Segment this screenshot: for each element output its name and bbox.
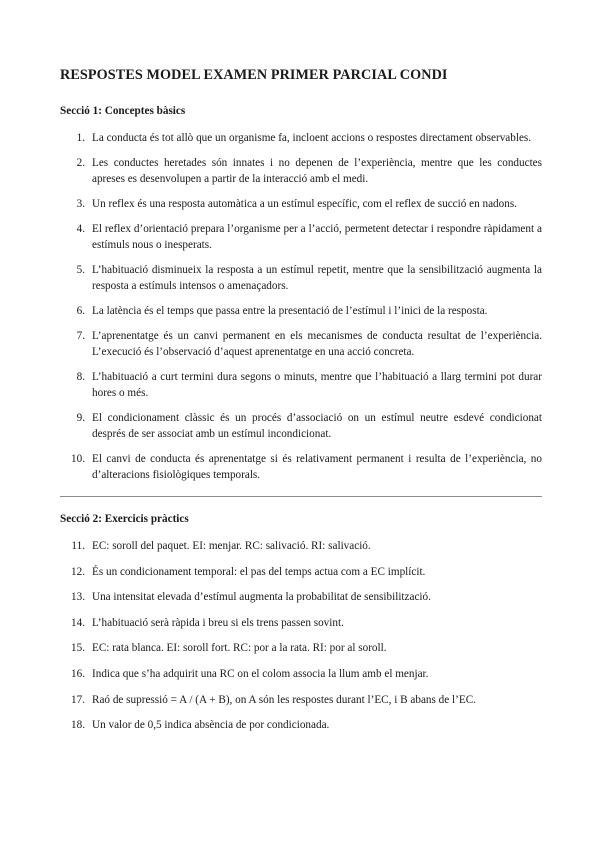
- item-number: 6.: [76, 305, 85, 317]
- item-number: 17.: [71, 693, 85, 706]
- list-item: [60, 410, 542, 442]
- item-text: L’habituació disminueix la resposta a un estímul repetit, mentre que la sensibilització augmenta la resposta a estímuls intensos o amenaçadors.: [92, 264, 542, 292]
- item-number: 14.: [71, 616, 85, 629]
- item-number: 4.: [76, 223, 85, 235]
- list-item: [60, 564, 542, 580]
- item-text: El reflex d’orientació prepara l’organisme per a l’acció, permetent detectar i respondre ràpidament a estímuls nous o inesperats.: [92, 223, 542, 251]
- item-number: 18.: [71, 719, 85, 732]
- item-number: 11.: [71, 540, 85, 552]
- list-item: [60, 369, 542, 401]
- item-text: EC: rata blanca. EI: soroll fort. RC: por a la rata. RI: por al soroll.: [92, 642, 387, 655]
- list-item: [60, 196, 542, 212]
- item-text: Indica que s’ha adquirit una RC on el colom associa la llum amb el menjar.: [92, 667, 429, 680]
- section-divider: [60, 496, 542, 497]
- list-item: [60, 328, 542, 360]
- item-number: 1.: [76, 132, 85, 144]
- item-number: 9.: [76, 412, 85, 424]
- item-text: EC: soroll del paquet. EI: menjar. RC: salivació. RI: salivació.: [92, 540, 371, 552]
- item-text: El canvi de conducta és aprenentatge si és relativament permanent i resulta de l’experiència, no d’alteracions fisiològiques temporals.: [92, 453, 542, 481]
- list-item: [60, 130, 542, 146]
- list-item: [60, 717, 542, 733]
- list-item: [60, 451, 542, 483]
- item-number: 5.: [76, 264, 85, 276]
- item-text: Un valor de 0,5 indica absència de por condicionada.: [92, 719, 330, 732]
- item-text: Les conductes heretades són innates i no depenen de l’experiència, mentre que les conductes apreses es desenvolupen a partir de la interacció amb el medi.: [92, 157, 542, 185]
- item-text: La latència és el temps que passa entre la presentació de l’estímul i l’inici de la resposta.: [92, 305, 488, 317]
- list-item: [60, 262, 542, 294]
- item-text: Una intensitat elevada d’estímul augmenta la probabilitat de sensibilització.: [92, 591, 431, 604]
- item-text: Raó de supressió = A / (A + B), on A són les respostes durant l’EC, i B abans de l’EC.: [92, 693, 476, 706]
- item-text: L’aprenentatge és un canvi permanent en els mecanismes de conducta resultat de l’experiència. L’execució és l’observació d’aquest aprenentatge en una acció concreta.: [92, 330, 542, 358]
- section-1-title: Secció 1: Conceptes bàsics: [60, 105, 186, 117]
- list-item: [60, 666, 542, 682]
- item-number: 2.: [76, 157, 85, 169]
- list-item: [60, 640, 542, 656]
- list-item: [60, 589, 542, 605]
- list-item: [60, 692, 542, 708]
- item-number: 10.: [71, 453, 85, 465]
- item-text: La conducta és tot allò que un organisme fa, incloent accions o respostes directament observables.: [92, 132, 532, 144]
- item-number: 8.: [76, 371, 85, 383]
- list-item: [60, 155, 542, 187]
- list-item: [60, 221, 542, 253]
- item-text: El condicionament clàssic és un procés d’associació on un estímul neutre esdevé condicionat després de ser associat amb un estímul incondicionat.: [92, 412, 542, 440]
- item-number: 7.: [76, 330, 85, 342]
- item-number: 3.: [76, 198, 85, 210]
- item-text: L’habituació a curt termini dura segons o minuts, mentre que l’habituació a llarg termini pot durar hores o més.: [92, 371, 542, 399]
- item-text: L’habituació serà ràpida i breu si els trens passen sovint.: [92, 616, 344, 629]
- item-number: 13.: [71, 591, 85, 604]
- item-text: Un reflex és una resposta automàtica a un estímul específic, com el reflex de succió en nadons.: [92, 198, 517, 210]
- section-2-title: Secció 2: Exercicis pràctics: [60, 513, 189, 525]
- list-item: [60, 303, 542, 319]
- section-2-list: [60, 538, 542, 733]
- list-item: [60, 615, 542, 631]
- item-number: 12.: [71, 565, 85, 578]
- section-1-list: [60, 130, 542, 483]
- item-text: És un condicionament temporal: el pas del temps actua com a EC implícit.: [92, 565, 426, 578]
- item-number: 16.: [71, 667, 85, 680]
- document-title: RESPOSTES MODEL EXAMEN PRIMER PARCIAL CONDI: [60, 67, 448, 83]
- list-item: [60, 538, 542, 554]
- item-number: 15.: [71, 642, 85, 655]
